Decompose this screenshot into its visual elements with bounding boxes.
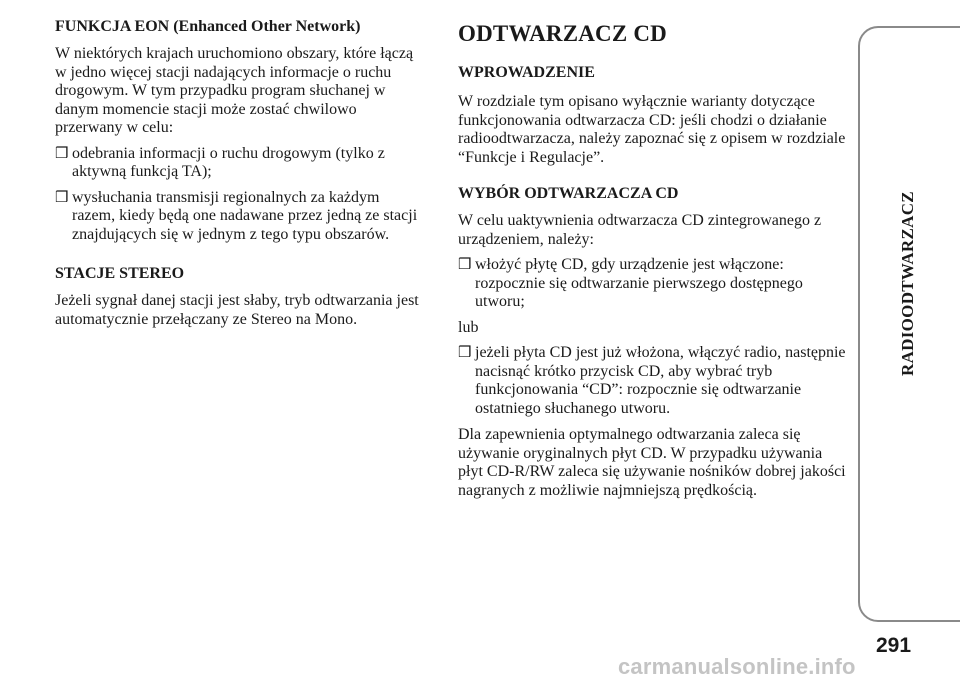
select-bullet-1	[458, 256, 848, 312]
eon-bullet-1	[55, 145, 425, 182]
left-column	[55, 0, 425, 329]
chapter-side-label: RADIOODTWARZACZ	[898, 191, 917, 376]
right-column	[458, 0, 848, 500]
checkbox-bullet-icon: ❒	[458, 257, 472, 273]
select-cd-paragraph: W celu uaktywnienia odtwarzacza CD zintegrowanego z urządzeniem, należy:	[458, 212, 822, 248]
stereo-heading: STACJE STEREO	[55, 265, 185, 282]
checkbox-bullet-icon: ❒	[458, 345, 472, 361]
page-number: 291	[876, 634, 912, 657]
stereo-paragraph: Jeżeli sygnał danej stacji jest słaby, tryb odtwarzania jest automatycznie przełączany ze Stereo na Mono.	[55, 292, 419, 328]
eon-bullet-1-text: odebrania informacji o ruchu drogowym (tylko z aktywną funkcją TA);	[72, 144, 385, 180]
checkbox-bullet-icon: ❒	[55, 189, 69, 206]
intro-paragraph: W rozdziale tym opisano wyłącznie warianty dotyczące funkcjonowania odtwarzacza CD: jeśli chodzi o działanie radioodtwarzacza, należy zapoznać się z opisem w rozdziale “Funkcje i Regulacje”.	[458, 93, 846, 166]
tips-paragraph: Dla zapewnienia optymalnego odtwarzania zaleca się używanie oryginalnych płyt CD. W przypadku używania płyt CD-R/RW zaleca się używanie nośników dobrej jakości nagranych z możliwie najmniejszą prędkością.	[458, 426, 846, 499]
checkbox-bullet-icon: ❒	[55, 145, 69, 162]
select-bullet-2	[458, 344, 848, 418]
select-cd-heading: WYBÓR ODTWARZACZA CD	[458, 185, 679, 202]
cd-player-title: ODTWARZACZ CD	[458, 21, 667, 46]
eon-bullet-2	[55, 189, 425, 245]
eon-paragraph: W niektórych krajach uruchomiono obszary, które łączą w jedno więcej stacji nadających informacje o ruchu drogowym. W tym przypadku program słuchanej w danym momencie stacji może zostać chwilowo przerwany w celu:	[55, 45, 414, 136]
eon-bullet-2-text: wysłuchania transmisji regionalnych za każdym razem, kiedy będą one nadawane przez jedną ze stacji znajdujących się w jednym z tego typu obszarów.	[72, 188, 418, 243]
select-bullet-2-text: jeżeli płyta CD jest już włożona, włączyć radio, następnie nacisnąć krótko przycisk CD, aby wybrać tryb funkcjonowania “CD”: rozpocznie się odtwarzanie ostatniego słuchanego utworu.	[475, 344, 846, 417]
watermark: carmanualsonline.info	[618, 654, 856, 679]
or-text: lub	[458, 318, 479, 336]
intro-heading: WPROWADZENIE	[458, 64, 595, 81]
eon-heading: FUNKCJA EON (Enhanced Other Network)	[55, 18, 361, 35]
select-bullet-1-text: włożyć płytę CD, gdy urządzenie jest włączone: rozpocznie się odtwarzanie pierwszego dostępnego utworu;	[475, 256, 803, 310]
